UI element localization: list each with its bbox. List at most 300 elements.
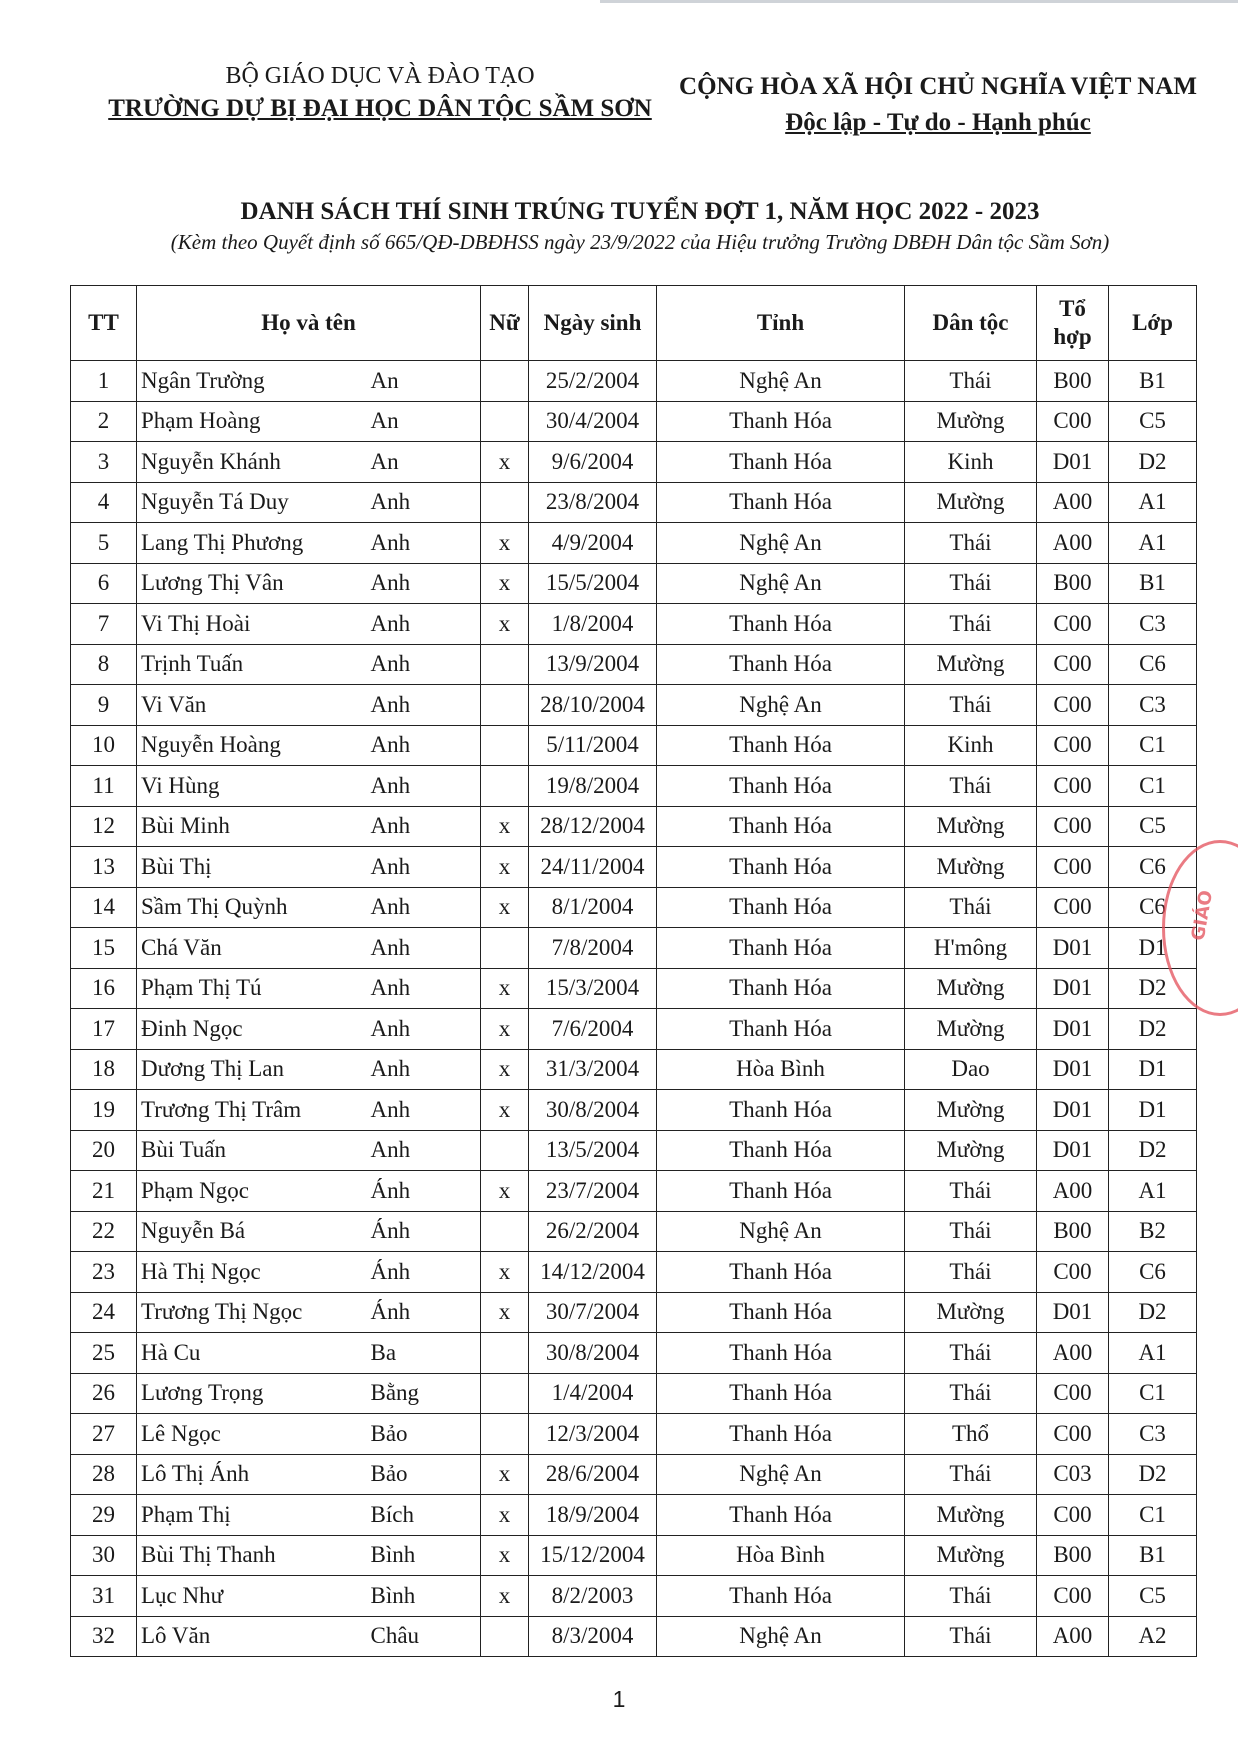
- table-row: [71, 523, 1197, 564]
- cell-female: [481, 685, 529, 726]
- cell-ethnicity: Kinh: [905, 725, 1037, 766]
- cell-female: x: [481, 442, 529, 483]
- table-row: [71, 766, 1197, 807]
- cell-tt: 19: [71, 1090, 137, 1131]
- cell-surname: Lô Văn: [137, 1616, 367, 1657]
- cell-female: [481, 725, 529, 766]
- cell-ethnicity: Mường: [905, 806, 1037, 847]
- table-row: [71, 1292, 1197, 1333]
- cell-tt: 2: [71, 401, 137, 442]
- cell-combination: C00: [1037, 401, 1109, 442]
- cell-surname: Chá Văn: [137, 928, 367, 969]
- cell-dob: 1/8/2004: [529, 604, 657, 645]
- cell-surname: Ngân Trường: [137, 361, 367, 402]
- cell-given-name: Anh: [367, 847, 481, 888]
- table-row: [71, 1333, 1197, 1374]
- cell-tt: 7: [71, 604, 137, 645]
- cell-surname: Phạm Hoàng: [137, 401, 367, 442]
- cell-female: [481, 401, 529, 442]
- table-row: [71, 1252, 1197, 1293]
- cell-dob: 30/7/2004: [529, 1292, 657, 1333]
- cell-ethnicity: Thái: [905, 1454, 1037, 1495]
- cell-province: Thanh Hóa: [657, 482, 905, 523]
- cell-given-name: An: [367, 401, 481, 442]
- scan-edge-line: [600, 0, 1238, 3]
- cell-combination: C00: [1037, 806, 1109, 847]
- cell-combination: B00: [1037, 563, 1109, 604]
- cell-ethnicity: Thổ: [905, 1414, 1037, 1455]
- cell-combination: C03: [1037, 1454, 1109, 1495]
- cell-given-name: Anh: [367, 644, 481, 685]
- cell-ethnicity: Thái: [905, 1171, 1037, 1212]
- cell-given-name: Bình: [367, 1535, 481, 1576]
- cell-province: Thanh Hóa: [657, 1130, 905, 1171]
- cell-female: [481, 644, 529, 685]
- cell-combination: D01: [1037, 1130, 1109, 1171]
- cell-tt: 31: [71, 1576, 137, 1617]
- cell-tt: 18: [71, 1049, 137, 1090]
- issuer-header: [100, 60, 660, 126]
- header-female: Nữ: [481, 286, 529, 361]
- cell-province: Thanh Hóa: [657, 1373, 905, 1414]
- cell-ethnicity: Mường: [905, 1130, 1037, 1171]
- table-row: [71, 1495, 1197, 1536]
- cell-given-name: Ánh: [367, 1252, 481, 1293]
- cell-province: Nghệ An: [657, 361, 905, 402]
- cell-dob: 5/11/2004: [529, 725, 657, 766]
- cell-combination: C00: [1037, 725, 1109, 766]
- cell-dob: 4/9/2004: [529, 523, 657, 564]
- cell-combination: C00: [1037, 1576, 1109, 1617]
- cell-ethnicity: Kinh: [905, 442, 1037, 483]
- table-row: [71, 1616, 1197, 1657]
- header-dob: Ngày sinh: [529, 286, 657, 361]
- table-row: [71, 1009, 1197, 1050]
- cell-surname: Bùi Thị Thanh: [137, 1535, 367, 1576]
- cell-class: C1: [1109, 1495, 1197, 1536]
- cell-female: x: [481, 604, 529, 645]
- cell-ethnicity: Thái: [905, 1616, 1037, 1657]
- cell-dob: 14/12/2004: [529, 1252, 657, 1293]
- cell-tt: 27: [71, 1414, 137, 1455]
- cell-tt: 25: [71, 1333, 137, 1374]
- cell-female: [481, 1373, 529, 1414]
- cell-combination: D01: [1037, 928, 1109, 969]
- table-row: [71, 928, 1197, 969]
- cell-dob: 13/9/2004: [529, 644, 657, 685]
- cell-dob: 12/3/2004: [529, 1414, 657, 1455]
- cell-combination: A00: [1037, 482, 1109, 523]
- cell-province: Thanh Hóa: [657, 1333, 905, 1374]
- cell-female: [481, 1211, 529, 1252]
- table-row: [71, 482, 1197, 523]
- cell-female: x: [481, 563, 529, 604]
- cell-class: C1: [1109, 1373, 1197, 1414]
- cell-given-name: Anh: [367, 563, 481, 604]
- cell-tt: 12: [71, 806, 137, 847]
- table-row: [71, 1373, 1197, 1414]
- cell-given-name: Anh: [367, 968, 481, 1009]
- cell-female: x: [481, 887, 529, 928]
- cell-combination: A00: [1037, 1171, 1109, 1212]
- cell-surname: Phạm Thị: [137, 1495, 367, 1536]
- cell-dob: 26/2/2004: [529, 1211, 657, 1252]
- cell-dob: 15/3/2004: [529, 968, 657, 1009]
- table-row: [71, 887, 1197, 928]
- cell-combination: C00: [1037, 1495, 1109, 1536]
- cell-combination: C00: [1037, 847, 1109, 888]
- cell-combination: D01: [1037, 442, 1109, 483]
- cell-female: x: [481, 1090, 529, 1131]
- cell-dob: 19/8/2004: [529, 766, 657, 807]
- cell-surname: Lê Ngọc: [137, 1414, 367, 1455]
- ministry-name: BỘ GIÁO DỤC VÀ ĐÀO TẠO: [225, 63, 535, 89]
- cell-given-name: An: [367, 361, 481, 402]
- cell-ethnicity: H'mông: [905, 928, 1037, 969]
- cell-combination: D01: [1037, 1009, 1109, 1050]
- cell-province: Thanh Hóa: [657, 968, 905, 1009]
- header-combination-line1: Tổ: [1059, 296, 1086, 321]
- cell-province: Thanh Hóa: [657, 887, 905, 928]
- cell-dob: 1/4/2004: [529, 1373, 657, 1414]
- cell-class: A1: [1109, 1333, 1197, 1374]
- cell-dob: 7/8/2004: [529, 928, 657, 969]
- cell-given-name: An: [367, 442, 481, 483]
- table-row: [71, 644, 1197, 685]
- cell-class: B1: [1109, 1535, 1197, 1576]
- cell-ethnicity: Mường: [905, 1090, 1037, 1131]
- cell-class: C3: [1109, 604, 1197, 645]
- cell-surname: Bùi Thị: [137, 847, 367, 888]
- cell-dob: 8/3/2004: [529, 1616, 657, 1657]
- cell-dob: 8/2/2003: [529, 1576, 657, 1617]
- table-row: [71, 1414, 1197, 1455]
- cell-given-name: Châu: [367, 1616, 481, 1657]
- cell-ethnicity: Mường: [905, 1495, 1037, 1536]
- cell-class: D2: [1109, 442, 1197, 483]
- cell-female: x: [481, 968, 529, 1009]
- cell-class: C1: [1109, 766, 1197, 807]
- cell-province: Thanh Hóa: [657, 1414, 905, 1455]
- cell-combination: C00: [1037, 644, 1109, 685]
- cell-given-name: Bình: [367, 1576, 481, 1617]
- cell-surname: Lang Thị Phương: [137, 523, 367, 564]
- cell-province: Thanh Hóa: [657, 442, 905, 483]
- cell-female: [481, 766, 529, 807]
- cell-given-name: Ánh: [367, 1171, 481, 1212]
- cell-ethnicity: Thái: [905, 1576, 1037, 1617]
- cell-combination: B00: [1037, 1211, 1109, 1252]
- cell-province: Hòa Bình: [657, 1049, 905, 1090]
- cell-class: C1: [1109, 725, 1197, 766]
- cell-class: C6: [1109, 847, 1197, 888]
- header-ethnicity: Dân tộc: [905, 286, 1037, 361]
- cell-dob: 7/6/2004: [529, 1009, 657, 1050]
- cell-class: A2: [1109, 1616, 1197, 1657]
- cell-province: Nghệ An: [657, 1616, 905, 1657]
- cell-ethnicity: Thái: [905, 523, 1037, 564]
- cell-province: Nghệ An: [657, 563, 905, 604]
- school-name: TRƯỜNG DỰ BỊ ĐẠI HỌC DÂN TỘC SẦM SƠN: [108, 95, 652, 122]
- cell-province: Thanh Hóa: [657, 725, 905, 766]
- cell-combination: D01: [1037, 1090, 1109, 1131]
- cell-dob: 9/6/2004: [529, 442, 657, 483]
- cell-female: [481, 1130, 529, 1171]
- cell-combination: C00: [1037, 1414, 1109, 1455]
- cell-province: Thanh Hóa: [657, 847, 905, 888]
- cell-tt: 10: [71, 725, 137, 766]
- cell-given-name: Anh: [367, 1009, 481, 1050]
- cell-class: A1: [1109, 482, 1197, 523]
- cell-dob: 30/8/2004: [529, 1333, 657, 1374]
- cell-female: [481, 482, 529, 523]
- cell-female: x: [481, 1009, 529, 1050]
- cell-ethnicity: Mường: [905, 482, 1037, 523]
- cell-dob: 8/1/2004: [529, 887, 657, 928]
- cell-tt: 13: [71, 847, 137, 888]
- cell-class: C6: [1109, 1252, 1197, 1293]
- cell-dob: 28/6/2004: [529, 1454, 657, 1495]
- cell-ethnicity: Thái: [905, 1211, 1037, 1252]
- header-tt: TT: [71, 286, 137, 361]
- cell-given-name: Anh: [367, 1049, 481, 1090]
- cell-dob: 25/2/2004: [529, 361, 657, 402]
- cell-class: D2: [1109, 1009, 1197, 1050]
- cell-surname: Hà Thị Ngọc: [137, 1252, 367, 1293]
- cell-tt: 30: [71, 1535, 137, 1576]
- cell-class: D2: [1109, 1130, 1197, 1171]
- cell-dob: 31/3/2004: [529, 1049, 657, 1090]
- cell-combination: D01: [1037, 968, 1109, 1009]
- cell-ethnicity: Thái: [905, 361, 1037, 402]
- cell-surname: Sầm Thị Quỳnh: [137, 887, 367, 928]
- cell-ethnicity: Mường: [905, 847, 1037, 888]
- cell-province: Thanh Hóa: [657, 1495, 905, 1536]
- cell-dob: 30/4/2004: [529, 401, 657, 442]
- table-row: [71, 847, 1197, 888]
- cell-ethnicity: Mường: [905, 644, 1037, 685]
- cell-province: Thanh Hóa: [657, 766, 905, 807]
- cell-surname: Dương Thị Lan: [137, 1049, 367, 1090]
- cell-province: Thanh Hóa: [657, 644, 905, 685]
- cell-dob: 24/11/2004: [529, 847, 657, 888]
- cell-province: Thanh Hóa: [657, 1009, 905, 1050]
- cell-province: Thanh Hóa: [657, 1292, 905, 1333]
- cell-female: [481, 1333, 529, 1374]
- cell-dob: 28/12/2004: [529, 806, 657, 847]
- cell-tt: 24: [71, 1292, 137, 1333]
- cell-female: x: [481, 523, 529, 564]
- table-row: [71, 968, 1197, 1009]
- cell-surname: Trương Thị Trâm: [137, 1090, 367, 1131]
- cell-female: x: [481, 1495, 529, 1536]
- cell-surname: Phạm Ngọc: [137, 1171, 367, 1212]
- cell-surname: Trịnh Tuấn: [137, 644, 367, 685]
- cell-combination: C00: [1037, 766, 1109, 807]
- cell-ethnicity: Dao: [905, 1049, 1037, 1090]
- cell-given-name: Bằng: [367, 1373, 481, 1414]
- table-row: [71, 1535, 1197, 1576]
- cell-surname: Lương Thị Vân: [137, 563, 367, 604]
- cell-tt: 1: [71, 361, 137, 402]
- cell-province: Thanh Hóa: [657, 806, 905, 847]
- cell-combination: B00: [1037, 1535, 1109, 1576]
- cell-province: Thanh Hóa: [657, 604, 905, 645]
- cell-tt: 8: [71, 644, 137, 685]
- document-subtitle: (Kèm theo Quyết định số 665/QĐ-DBĐHSS ngày 23/9/2022 của Hiệu trưởng Trường DBĐH Dân tộc Sầm Sơn): [170, 230, 1110, 254]
- cell-dob: 15/5/2004: [529, 563, 657, 604]
- cell-surname: Vi Thị Hoài: [137, 604, 367, 645]
- table-row: [71, 1211, 1197, 1252]
- cell-tt: 20: [71, 1130, 137, 1171]
- cell-given-name: Anh: [367, 1090, 481, 1131]
- cell-tt: 22: [71, 1211, 137, 1252]
- cell-given-name: Anh: [367, 482, 481, 523]
- cell-given-name: Anh: [367, 766, 481, 807]
- cell-surname: Vi Văn: [137, 685, 367, 726]
- cell-surname: Vi Hùng: [137, 766, 367, 807]
- cell-surname: Nguyễn Khánh: [137, 442, 367, 483]
- republic-name: CỘNG HÒA XÃ HỘI CHỦ NGHĨA VIỆT NAM: [679, 73, 1197, 100]
- cell-province: Hòa Bình: [657, 1535, 905, 1576]
- cell-female: x: [481, 1171, 529, 1212]
- cell-surname: Lô Thị Ánh: [137, 1454, 367, 1495]
- cell-class: A1: [1109, 523, 1197, 564]
- cell-combination: A00: [1037, 523, 1109, 564]
- cell-female: [481, 1616, 529, 1657]
- header-class: Lớp: [1109, 286, 1197, 361]
- cell-given-name: Anh: [367, 887, 481, 928]
- cell-ethnicity: Thái: [905, 1333, 1037, 1374]
- cell-given-name: Anh: [367, 928, 481, 969]
- cell-tt: 9: [71, 685, 137, 726]
- cell-surname: Đinh Ngọc: [137, 1009, 367, 1050]
- header-province: Tỉnh: [657, 286, 905, 361]
- table-row: [71, 604, 1197, 645]
- cell-tt: 15: [71, 928, 137, 969]
- cell-class: C6: [1109, 887, 1197, 928]
- cell-tt: 6: [71, 563, 137, 604]
- cell-dob: 18/9/2004: [529, 1495, 657, 1536]
- cell-dob: 23/7/2004: [529, 1171, 657, 1212]
- cell-female: x: [481, 1292, 529, 1333]
- cell-female: [481, 1414, 529, 1455]
- cell-surname: Bùi Minh: [137, 806, 367, 847]
- cell-combination: A00: [1037, 1616, 1109, 1657]
- cell-given-name: Ba: [367, 1333, 481, 1374]
- cell-dob: 15/12/2004: [529, 1535, 657, 1576]
- cell-tt: 5: [71, 523, 137, 564]
- cell-ethnicity: Mường: [905, 1009, 1037, 1050]
- table-row: [71, 1171, 1197, 1212]
- cell-class: D1: [1109, 1049, 1197, 1090]
- cell-combination: D01: [1037, 1292, 1109, 1333]
- cell-female: x: [481, 1252, 529, 1293]
- cell-surname: Trương Thị Ngọc: [137, 1292, 367, 1333]
- table-row: [71, 1130, 1197, 1171]
- cell-surname: Bùi Tuấn: [137, 1130, 367, 1171]
- table-row: [71, 1049, 1197, 1090]
- cell-class: B2: [1109, 1211, 1197, 1252]
- cell-class: C5: [1109, 806, 1197, 847]
- cell-given-name: Ánh: [367, 1292, 481, 1333]
- admission-table: [70, 285, 1197, 1657]
- cell-female: x: [481, 806, 529, 847]
- cell-tt: 21: [71, 1171, 137, 1212]
- table-row: [71, 401, 1197, 442]
- cell-province: Thanh Hóa: [657, 1171, 905, 1212]
- cell-class: C3: [1109, 1414, 1197, 1455]
- cell-ethnicity: Thái: [905, 1252, 1037, 1293]
- cell-surname: Hà Cu: [137, 1333, 367, 1374]
- table-header-row: [71, 286, 1197, 361]
- cell-ethnicity: Thái: [905, 685, 1037, 726]
- cell-female: x: [481, 1576, 529, 1617]
- cell-combination: B00: [1037, 361, 1109, 402]
- cell-tt: 4: [71, 482, 137, 523]
- cell-tt: 26: [71, 1373, 137, 1414]
- cell-female: x: [481, 1049, 529, 1090]
- cell-class: B1: [1109, 563, 1197, 604]
- cell-combination: C00: [1037, 1252, 1109, 1293]
- cell-class: C6: [1109, 644, 1197, 685]
- table-row: [71, 1576, 1197, 1617]
- cell-ethnicity: Thái: [905, 604, 1037, 645]
- cell-given-name: Bảo: [367, 1414, 481, 1455]
- cell-class: D2: [1109, 1292, 1197, 1333]
- cell-surname: Nguyễn Bá: [137, 1211, 367, 1252]
- cell-province: Thanh Hóa: [657, 1090, 905, 1131]
- cell-female: [481, 361, 529, 402]
- cell-ethnicity: Mường: [905, 968, 1037, 1009]
- cell-class: C5: [1109, 1576, 1197, 1617]
- cell-given-name: Ánh: [367, 1211, 481, 1252]
- cell-surname: Phạm Thị Tú: [137, 968, 367, 1009]
- table-row: [71, 725, 1197, 766]
- cell-given-name: Anh: [367, 725, 481, 766]
- cell-class: A1: [1109, 1171, 1197, 1212]
- cell-dob: 30/8/2004: [529, 1090, 657, 1131]
- national-header: [668, 70, 1208, 142]
- stamp-text: GIÁO: [1187, 888, 1218, 943]
- cell-female: [481, 928, 529, 969]
- cell-given-name: Anh: [367, 806, 481, 847]
- cell-surname: Nguyễn Tá Duy: [137, 482, 367, 523]
- table-row: [71, 806, 1197, 847]
- cell-province: Nghệ An: [657, 1454, 905, 1495]
- cell-tt: 29: [71, 1495, 137, 1536]
- cell-ethnicity: Mường: [905, 1292, 1037, 1333]
- page-number: 1: [612, 1686, 626, 1712]
- cell-ethnicity: Thái: [905, 766, 1037, 807]
- cell-ethnicity: Thái: [905, 563, 1037, 604]
- cell-class: D1: [1109, 928, 1197, 969]
- cell-combination: C00: [1037, 685, 1109, 726]
- cell-given-name: Anh: [367, 1130, 481, 1171]
- cell-ethnicity: Mường: [905, 1535, 1037, 1576]
- cell-combination: D01: [1037, 1049, 1109, 1090]
- cell-female: x: [481, 847, 529, 888]
- cell-combination: C00: [1037, 1373, 1109, 1414]
- cell-tt: 11: [71, 766, 137, 807]
- cell-female: x: [481, 1535, 529, 1576]
- cell-combination: A00: [1037, 1333, 1109, 1374]
- cell-class: D2: [1109, 968, 1197, 1009]
- cell-given-name: Bích: [367, 1495, 481, 1536]
- cell-province: Thanh Hóa: [657, 1576, 905, 1617]
- cell-dob: 28/10/2004: [529, 685, 657, 726]
- cell-tt: 23: [71, 1252, 137, 1293]
